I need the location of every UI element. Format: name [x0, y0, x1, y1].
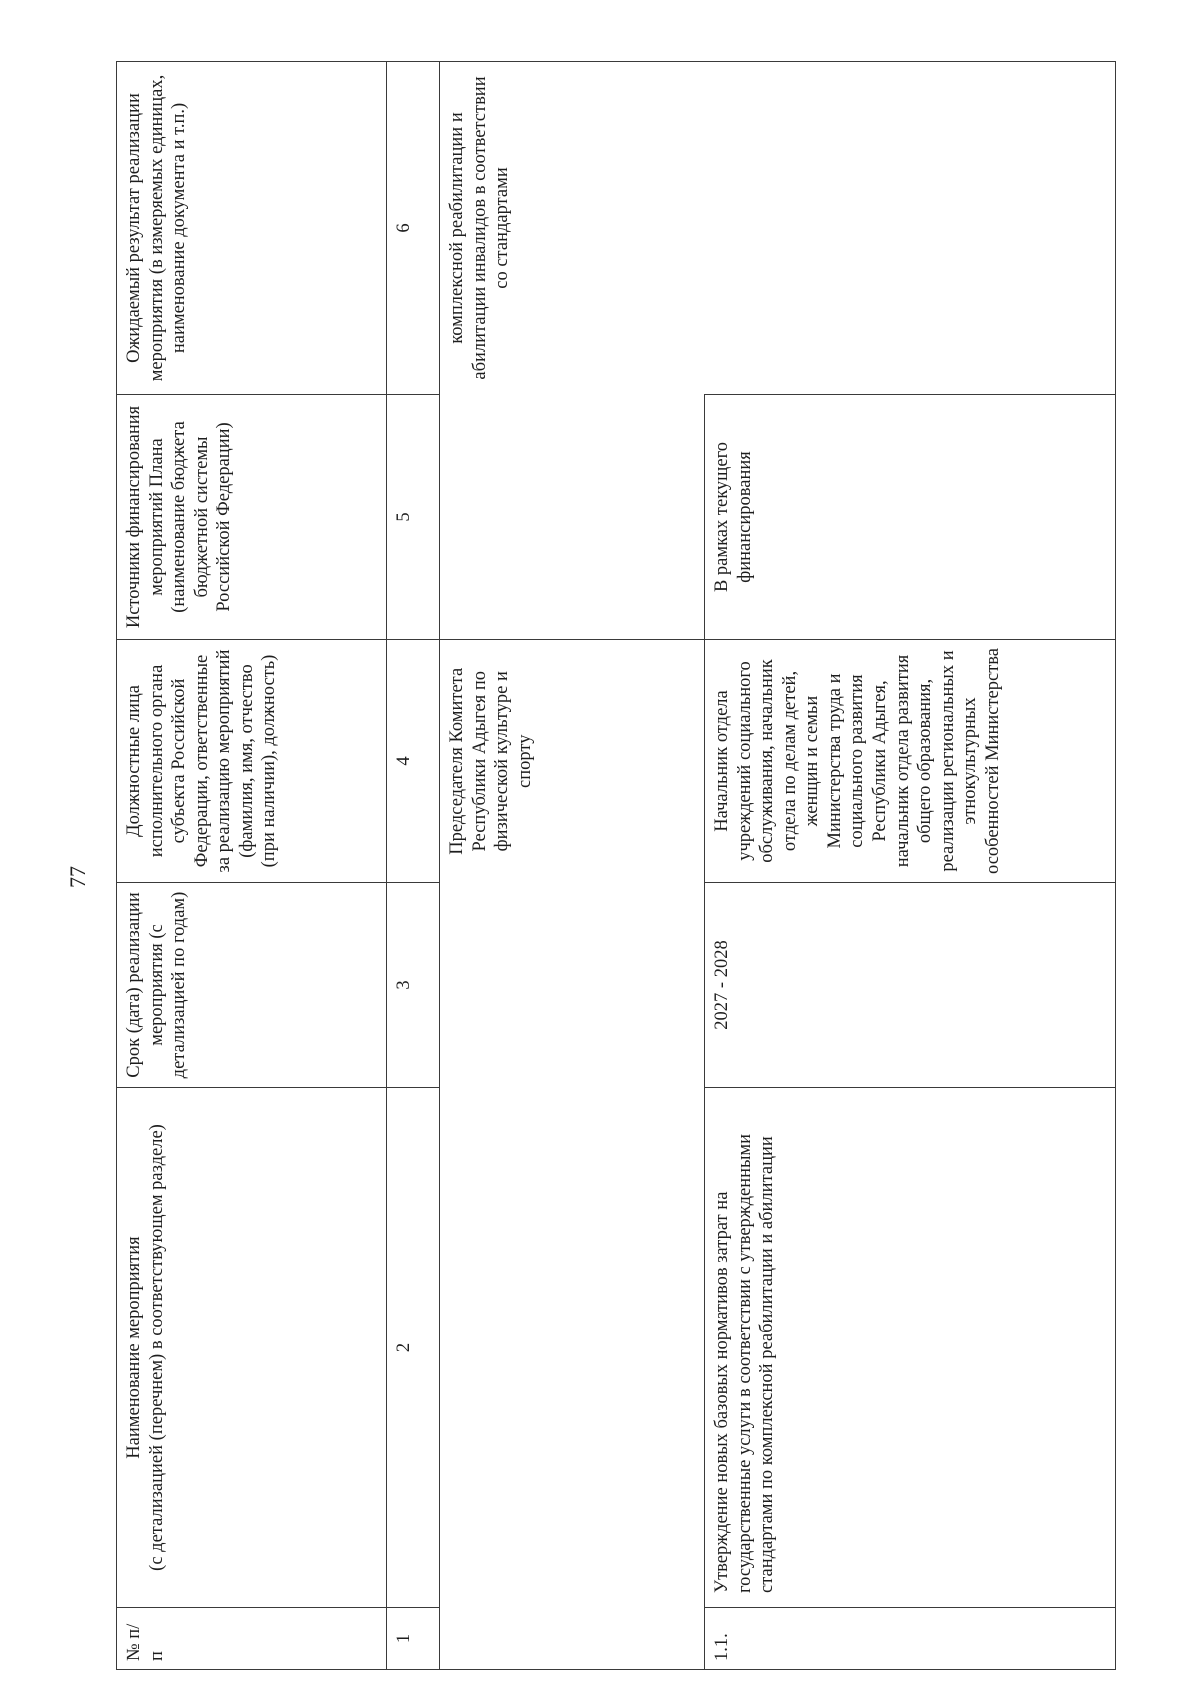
- header-financing-cell: [117, 395, 387, 640]
- header-name-line2: (с детализацией (перечнем) в соответствующем разделе): [146, 1124, 167, 1571]
- item-number: 1.1.: [712, 1633, 733, 1661]
- header-number-cell: [117, 1608, 387, 1670]
- plan-table: [116, 61, 1116, 1670]
- continuation-financing-cell: [440, 395, 705, 640]
- item-responsible: Начальник отдела учреждений социального обслуживания, начальник отдела по делам детей, женщин и семьи Министерства труда и социального развития Республики Адыгея, начальник отдела развития общего образования, реализации региональных и этнокультурных особенностей Министерства: [712, 647, 1003, 874]
- item-name: Утверждение новых базовых нормативов затрат на государственные услуги в соответствии с утвержденными стандартами по комплексной реабилитации и абилитации: [712, 1133, 778, 1593]
- header-financing-text: Источники финансирования мероприятий Плана (наименование бюджета бюджетной системы Российской Федерации): [124, 405, 235, 629]
- item-number-cell: [705, 1608, 1116, 1670]
- column-number-5: 5: [386, 395, 439, 640]
- column-number-6: 6: [386, 62, 439, 395]
- item-deadline-cell: [705, 883, 1116, 1088]
- continuation-deadline-cell: [440, 883, 705, 1088]
- continuation-result-cell: [440, 62, 1116, 395]
- column-number-3: 3: [386, 883, 439, 1088]
- header-deadline-text: Срок (дата) реализации мероприятия (с детализацией по годам): [124, 891, 190, 1079]
- header-number-text: № п/п: [124, 1623, 167, 1661]
- header-responsible-cell: [117, 640, 387, 883]
- continuation-name-cell: [440, 1088, 705, 1608]
- continuation-number-cell: [440, 1608, 705, 1670]
- column-numbers-row: [386, 62, 439, 1670]
- item-deadline: 2027 - 2028: [712, 940, 733, 1030]
- continuation-responsible-cell: [440, 640, 705, 883]
- item-responsible-cell: [705, 640, 1116, 883]
- header-deadline-cell: [117, 883, 387, 1088]
- header-responsible-text: Должностные лица исполнительного органа субъекта Российской Федерации, ответственные за реализацию мероприятий (фамилия, имя, отчество (при наличии), должность): [124, 649, 280, 873]
- header-name-cell: [117, 1088, 387, 1608]
- header-result-cell: [117, 62, 387, 395]
- header-row: [117, 62, 387, 1670]
- header-name-line1: Наименование мероприятия: [124, 1236, 144, 1459]
- item-name-cell: [705, 1088, 1116, 1608]
- continuation-responsible-text: Председателя Комитета Республики Адыгея по физической культуре и спорту: [447, 667, 535, 855]
- item-financing-cell: [705, 395, 1116, 640]
- item-financing: В рамках текущего финансирования: [712, 441, 755, 593]
- column-number-1: 1: [386, 1608, 439, 1670]
- continuation-row: [440, 62, 705, 1670]
- column-number-2: 2: [386, 1088, 439, 1608]
- column-number-4: 4: [386, 640, 439, 883]
- plan-table-rotated: [116, 62, 1116, 1670]
- continuation-result-text: комплексной реабилитации и абилитации инвалидов в соответствии со стандартами: [447, 76, 513, 380]
- header-result-text: Ожидаемый результат реализации мероприятия (в измеряемых единицах, наименование документа и т.п.): [124, 74, 190, 382]
- page-number: 77: [65, 866, 90, 888]
